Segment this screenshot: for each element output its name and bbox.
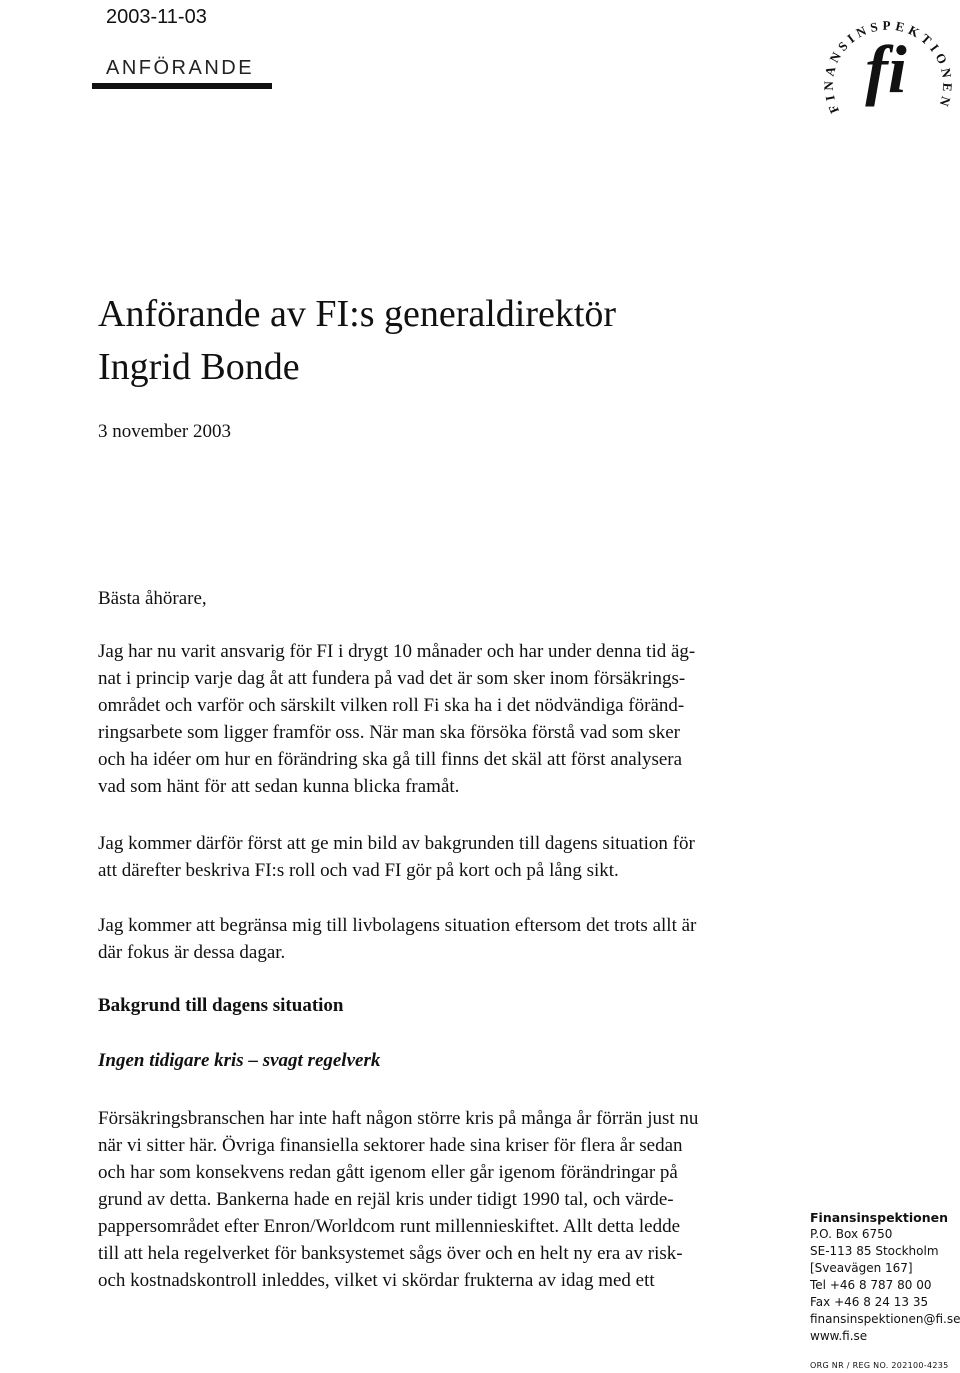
finansinspektionen-logo [808,0,960,135]
text-line: vad som hänt för att sedan kunna blicka framåt. [98,776,460,797]
document-date: 2003-11-03 [106,6,207,28]
fax: Fax +46 8 24 13 35 [810,1295,929,1309]
text-line: när vi sitter här. Övriga finansiella sektorer hade sina kriser för flera år sedan [98,1135,683,1156]
paragraph-4 [98,1105,808,1294]
text-line: ringsarbete som ligger framför oss. När man ska försöka förstå vad som sker [98,722,680,743]
text-line: Jag kommer att begränsa mig till livbolagens situation eftersom det trots allt är [98,915,697,936]
section-heading: Bakgrund till dagens situation [98,995,344,1016]
subsection-heading: Ingen tidigare kris – svagt regelverk [98,1050,381,1071]
organization-name: Finansinspektionen [810,1210,948,1225]
text-line: nat i princip varje dag åt att fundera på vad det är som sker inom försäkrings- [98,668,686,689]
text-line: att därefter beskriva FI:s roll och vad FI gör på kort och på lång sikt. [98,860,619,881]
page-title [98,288,616,394]
text-line: pappersområdet efter Enron/Worldcom runt millennieskiftet. Allt detta ledde [98,1216,681,1237]
greeting: Bästa åhörare, [98,588,207,609]
text-line: där fokus är dessa dagar. [98,942,286,963]
text-line: grund av detta. Bankerna hade en rejäl kris under tidigt 1990 tal, och värde- [98,1189,674,1210]
document-type: ANFÖRANDE [106,57,255,79]
header-rule [92,83,272,89]
organization-number: ORG NR / REG NO. 202100-4235 [810,1361,949,1370]
paragraph-2 [98,830,808,884]
text-line: området och varför och särskilt vilken roll Fi ska ha i det nödvändiga föränd- [98,695,685,716]
text-line: Jag kommer därför först att ge min bild av bakgrunden till dagens situation för [98,833,695,854]
text-line: Försäkringsbranschen har inte haft någon större kris på många år förrän just nu [98,1108,699,1129]
contact-block [810,1209,960,1345]
svg-text:FINANSINSPEKTIONEN: FINANSINSPEKTIONEN [820,17,956,116]
text-line: och har som konsekvens redan gått igenom eller går igenom förändringar på [98,1162,678,1183]
email: finansinspektionen@fi.se [810,1312,960,1326]
postal-city: SE-113 85 Stockholm [810,1244,939,1258]
svg-text:fi: fi [865,31,907,107]
telephone: Tel +46 8 787 80 00 [810,1278,932,1292]
speech-date: 3 november 2003 [98,421,231,442]
website: www.fi.se [810,1329,868,1343]
text-line: Jag har nu varit ansvarig för FI i drygt 10 månader och har under denna tid äg- [98,641,696,662]
text-line: och kostnadskontroll inleddes, vilket vi skördar frukterna av idag med ett [98,1270,655,1291]
title-line-1: Anförande av FI:s generaldirektör [98,293,617,335]
visiting-address: [Sveavägen 167] [810,1261,913,1275]
title-line-2: Ingrid Bonde [98,346,300,388]
paragraph-3 [98,912,808,966]
text-line: till att hela regelverket för banksystemet sågs över och en helt ny era av risk- [98,1243,683,1264]
paragraph-1 [98,638,808,800]
text-line: och ha idéer om hur en förändring ska gå till finns det skäl att först analysera [98,749,683,770]
postal-box: P.O. Box 6750 [810,1227,893,1241]
